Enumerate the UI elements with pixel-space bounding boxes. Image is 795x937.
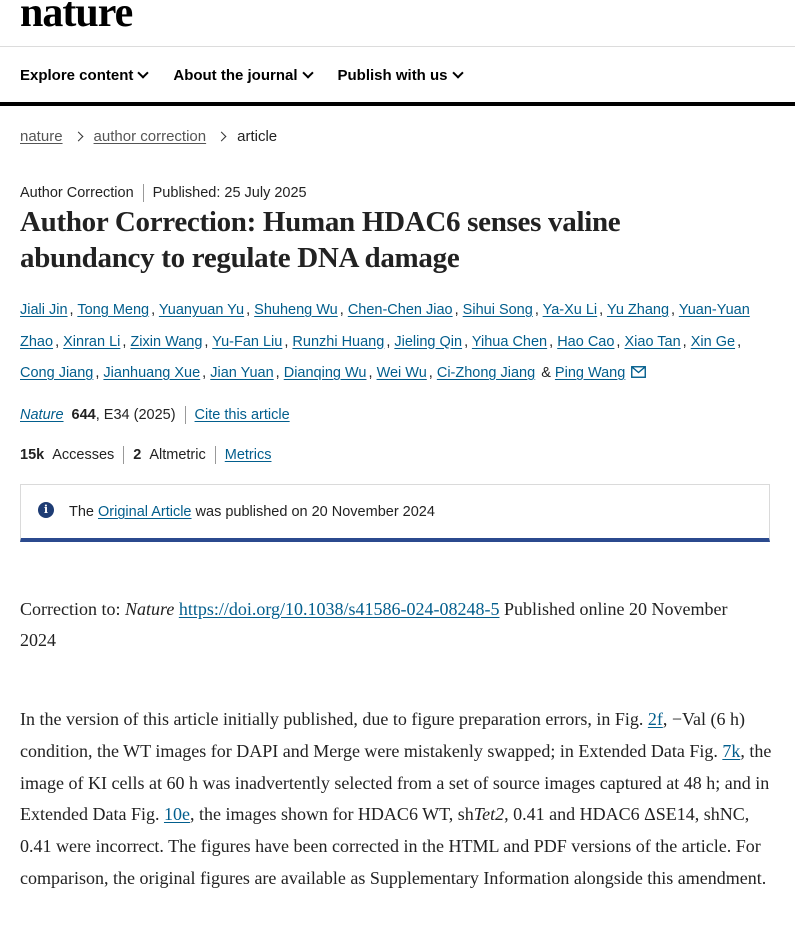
notice-post: was published on 20 November 2024 bbox=[191, 504, 435, 520]
altmetric-label: Altmetric bbox=[149, 447, 206, 463]
citation-line bbox=[20, 406, 290, 424]
notice-pre: The bbox=[69, 504, 99, 520]
author-link[interactable]: Yu-Fan Liu bbox=[212, 333, 283, 350]
author-link[interactable]: Hao Cao bbox=[557, 333, 615, 350]
article-title: Author Correction: Human HDAC6 senses valine abundancy to regulate DNA damage bbox=[20, 206, 621, 274]
nav-about-the-journal-label: About the journal bbox=[173, 66, 298, 84]
info-icon: i bbox=[38, 502, 54, 518]
figure-link-7k[interactable]: 7k bbox=[722, 740, 741, 761]
author-link[interactable]: Tong Meng bbox=[77, 302, 150, 318]
body-text: , the image of KI cells at 60 h was inadvertently selected from a set of source images captured at 48 h; and in Extended Data Fig. bbox=[20, 740, 772, 825]
nav-publish-with-us[interactable] bbox=[338, 64, 462, 86]
breadcrumb-home[interactable]: nature bbox=[20, 128, 63, 145]
accesses-count: 15k bbox=[20, 447, 45, 463]
original-article-notice bbox=[20, 484, 770, 542]
notice-text bbox=[69, 504, 435, 520]
altmetric-count: 2 bbox=[133, 447, 142, 463]
figure-link-2f[interactable]: 2f bbox=[647, 709, 663, 729]
author-link[interactable]: Jian Yuan bbox=[210, 365, 274, 381]
author-link[interactable]: Chen-Chen Jiao bbox=[347, 302, 453, 318]
metrics-link[interactable]: Metrics bbox=[224, 447, 272, 463]
author-link[interactable]: Jianhuang Xue bbox=[103, 365, 201, 381]
nav-explore-content-label: Explore content bbox=[20, 66, 134, 84]
author-link[interactable]: Xinran Li bbox=[63, 333, 121, 350]
body-text: , 0.41 and HDAC6 ΔSE14, shNC, 0.41 were incorrect. The figures have been corrected in the HTML and PDF versions of the article. For comparison, the original figures are available as Supplementary Information alongside this amendment. bbox=[20, 804, 767, 888]
chevron-down-icon bbox=[138, 67, 149, 78]
breadcrumb-current: article bbox=[237, 128, 278, 145]
correction-statement bbox=[20, 594, 760, 656]
chevron-right-icon bbox=[217, 132, 227, 142]
author-link[interactable]: Jiali Jin bbox=[20, 302, 68, 318]
breadcrumb-section[interactable]: author correction bbox=[93, 128, 207, 145]
author-link[interactable]: Yuan-Yuan Zhao bbox=[20, 302, 750, 350]
chevron-down-icon bbox=[302, 67, 313, 78]
author-link[interactable]: Runzhi Huang bbox=[292, 333, 385, 350]
correction-body bbox=[20, 704, 775, 895]
doi-link[interactable]: https://doi.org/10.1038/s41586-024-08248-5 bbox=[178, 599, 500, 619]
author-link[interactable]: Shuheng Wu bbox=[254, 302, 338, 318]
chevron-right-icon bbox=[73, 132, 83, 142]
author-link[interactable]: Xin Ge bbox=[690, 333, 736, 350]
mail-icon[interactable] bbox=[631, 359, 646, 391]
main-nav bbox=[20, 64, 462, 86]
volume: 644 bbox=[71, 407, 96, 423]
original-article-link[interactable]: Original Article bbox=[98, 504, 192, 520]
figure-link-10e[interactable]: 10e bbox=[163, 804, 190, 825]
correction-journal: Nature bbox=[124, 599, 175, 619]
author-list: Jiali Jin , Tong Meng , Yuanyuan Yu , Shuheng Wu , Chen-Chen Jiao , Sihui Song , Ya-Xu Li , Yu Zhang , Yuan-Yuan Zhao , Xinran Li , Zixin Wang , Yu-Fan Liu , Runzhi Huang , Jieling Qin , Yihua Chen , Hao Cao , Xiao Tan , Xin Ge , Cong Jiang , Jianhuang Xue , Jian Yuan , Dianqing Wu , Wei Wu , Ci-Zhong Jiang & Ping Wang bbox=[20, 295, 765, 391]
author-link[interactable]: Jieling Qin bbox=[394, 333, 463, 350]
author-link[interactable]: Yihua Chen bbox=[471, 333, 548, 350]
body-text: , the images shown for HDAC6 WT, sh bbox=[189, 804, 474, 825]
nature-logo[interactable]: nature bbox=[20, 0, 133, 36]
author-link[interactable]: Sihui Song bbox=[462, 302, 533, 318]
nav-bottom-rule bbox=[0, 102, 795, 106]
author-link[interactable]: Wei Wu bbox=[376, 365, 427, 381]
breadcrumb bbox=[20, 128, 277, 145]
article-type: Author Correction bbox=[20, 185, 134, 201]
author-link[interactable]: Dianqing Wu bbox=[283, 365, 367, 381]
divider bbox=[215, 446, 216, 464]
body-text: In the version of this article initially published, due to figure preparation errors, in Fig. bbox=[20, 709, 648, 729]
author-link[interactable]: Cong Jiang bbox=[20, 365, 94, 381]
correction-suffix: Published online 20 November 2024 bbox=[20, 599, 728, 650]
correction-prefix: Correction to: bbox=[20, 599, 125, 619]
header-divider bbox=[0, 46, 795, 47]
corresponding-author-link[interactable]: Ping Wang bbox=[554, 365, 626, 381]
gene-name: Tet2 bbox=[473, 804, 505, 825]
published-date: Published: 25 July 2025 bbox=[152, 185, 307, 201]
author-link[interactable]: Yuanyuan Yu bbox=[158, 302, 245, 318]
chevron-down-icon bbox=[452, 67, 463, 78]
journal-link[interactable]: Nature bbox=[20, 407, 64, 423]
divider bbox=[123, 446, 124, 464]
nav-about-the-journal[interactable] bbox=[173, 64, 311, 86]
author-link[interactable]: Yu Zhang bbox=[606, 302, 670, 318]
accesses-label: Accesses bbox=[52, 447, 115, 463]
article-metrics bbox=[20, 446, 271, 464]
author-link[interactable]: Ci-Zhong Jiang bbox=[436, 365, 536, 381]
divider bbox=[185, 406, 186, 424]
author-link[interactable]: Zixin Wang bbox=[130, 333, 203, 350]
author-link[interactable]: Xiao Tan bbox=[624, 333, 681, 350]
author-link[interactable]: Ya-Xu Li bbox=[542, 302, 598, 318]
nav-publish-with-us-label: Publish with us bbox=[337, 66, 448, 84]
divider bbox=[143, 184, 144, 202]
cite-this-article-link[interactable]: Cite this article bbox=[194, 407, 290, 423]
pages: , E34 (2025) bbox=[95, 407, 176, 423]
body-text: , −Val (6 h) condition, the WT images for DAPI and Merge were mistakenly swapped; in Extended Data Fig. bbox=[20, 709, 745, 761]
authors-conjunction: & bbox=[541, 365, 551, 381]
nav-explore-content[interactable] bbox=[20, 64, 147, 86]
article-meta bbox=[20, 184, 307, 202]
